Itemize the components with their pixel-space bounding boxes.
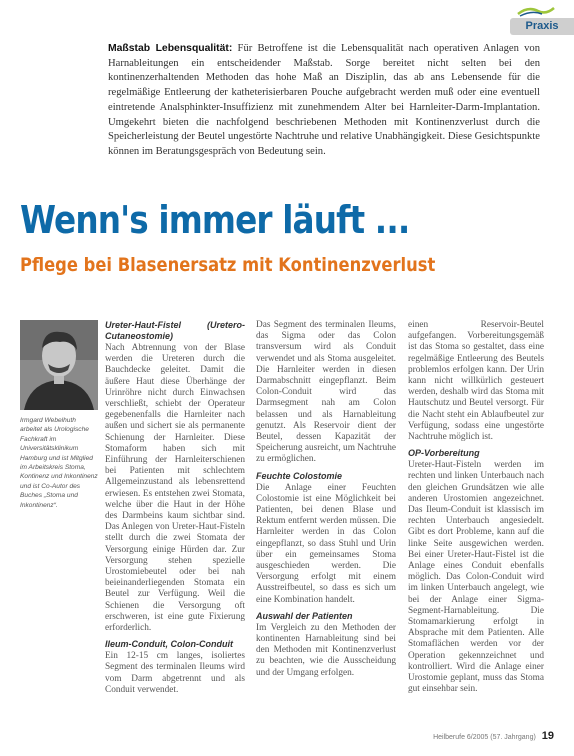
author-photo — [20, 320, 98, 410]
body-paragraph: Ureter-Haut-Fisteln werden im rechten und linken Unterbauch nach den gleichen Grundsätzen wie alle anderen Urostomien angezeichnet. Das Ileum-Conduit ist klassisch im rechten Unterbauch angesiedelt. Gibt es dort Probleme, kann auf die linke Seite ausgewichen werden. Bei einer Ureter-Haut-Fistel ist die Anlage eines Conduit ebenfalls möglich. Das Colon-Conduit wird im linken Unterbauch angelegt, wie bei der Anlage einer Sigma-Segment-Harnableitung. Die Stomamarkierung erfolgt in Absprache mit dem Patienten. Alle Stomaflächen werden vor der Operation gekennzeichnet und kontrolliert. Wird die Anlage einer Urostomie geplant, muss das Stoma gut einsehbar sein. — [408, 460, 544, 695]
intro-lead-label: Maßstab Lebensqualität: — [108, 43, 233, 54]
intro-paragraph — [108, 42, 540, 160]
article-column-1 — [105, 320, 245, 704]
article-column-2 — [256, 320, 396, 704]
section-heading: Auswahl der Patienten — [256, 610, 353, 621]
section-heading: Feuchte Colostomie — [256, 470, 343, 481]
body-paragraph: Die Anlage einer Feuchten Colostomie ist eine Möglichkeit bei Patienten, bei denen Blase und Rektum entfernt werden müssen. Die Harnleiter werden in das Colon eingepflanzt, so dass Stuhl und Urin über ein gemeinsames Stoma ausgeschieden werden. Die Versorgung erfolgt mit einem Ausstreifbeutel, so dass es sich um eine Kombination handelt. — [256, 482, 396, 605]
journal-reference: Heilberufe 6/2005 (57. Jahrgang) — [433, 734, 536, 741]
body-paragraph: Nach Abtrennung von der Blase werden die Ureteren durch die Bauchdecke geleitet. Damit die äußere Haut diese Überhänge der Urinröhre nicht durch Einwachsen verschließt, schiebt der Operateur gegebenenfalls die Harnleiter nach außen und sichert sie als permanente Schienung der Harnleiter. Diese Stomaform haben sich mit Einführung der Harnleiterschienen bei Patienten mit schlechtem Allgemeinzustand als lebensrettend erwiesen. Es entstehen zwei Stomata, welche über die Haut in der Höhe des Darmbeins kaum sichtbar sind. Das Anlegen von Ureter-Haut-Fisteln stellt durch die zwei Stomata der Versorgung einige Hürden dar. Zur Versorgung stehen spezielle Urostomiebeutel oder bei nah beieinanderliegenden Stomata ein Beutel zur Verfügung. Weil die Schienen die Versorgung oft erschweren, ist eine gute Fixierung erforderlich. — [105, 343, 245, 634]
page-footer — [433, 730, 554, 742]
article-headline: Wenn's immer läuft ... — [20, 198, 410, 242]
body-paragraph: Ein 12-15 cm langes, isoliertes Segment des terminalen Ileums wird vom Darm abgetrennt und als Conduit verwendet. — [105, 651, 245, 695]
section-tab — [510, 18, 574, 35]
article-column-3 — [408, 320, 544, 704]
article-subheadline: Pflege bei Blasenersatz mit Kontinenzverlust — [20, 254, 436, 276]
page-number: 19 — [541, 730, 554, 742]
intro-text: Für Betroffene ist die Lebensqualität nach operativen Anlagen von Harnableitungen ein entscheidender Maßstab. Sorge bereitet nicht selten bei den kontinenzerhaltenden Methoden das hohe Maß an Disziplin, das ab ans Lebensende für die regelmäßige Entleerung der katheterisierbaren Pouche aufgebracht werden muß oder eine eventuell eintretende Analsphinkter-Insuffizienz mit zunehmendem Alter bei Harnleiter-Darm-Implantation. Umgekehrt bieten die nachfolgend beschriebenen Methoden mit Kontinenzverlust durch die Speicherleistung der Beutel ungestörte Nachtruhe und relative Unabhängigkeit. Diese Gesichtspunkte können im Beratungsgespräch von Bedeutung sein. — [108, 43, 541, 157]
author-caption: Irmgard Webelhuth arbeitet als Urologische Fachkraft im Universitätsklinikum Hamburg und ist Mitglied im Arbeitskreis Stoma, Kontinenz und Inkontinenz und ist Co-Autor des Buches „Stoma und Inkontinenz“. — [20, 417, 98, 509]
body-paragraph: Im Vergleich zu den Methoden der kontinenten Harnableitung sind bei den Methoden mit Kontinenzverlust zu beachten, wie die Ausscheidung und der Umgang erfolgen. — [256, 622, 396, 678]
section-heading: OP-Vorbereitung — [408, 448, 480, 459]
body-paragraph: einen Reservoir-Beutel aufgefangen. Vorbereitungsgemäß ist das Stoma so gestaltet, dass eine regelmäßige Entleerung des Beutels problemlos erfolgen kann. Der Urin kann nicht willkürlich gesteuert werden, deshalb wird das Stoma mit Hautschutz und Beutel versorgt. Für die Nacht steht ein Ablaufbeutel zur Verfügung, sodass eine ungestörte Nachtruhe möglich ist. — [408, 320, 544, 443]
section-tab-label: Praxis — [525, 20, 559, 32]
section-heading: Ureter-Haut-Fistel (Uretero-Cutaneostomie) — [105, 320, 245, 341]
publisher-logo-icon — [516, 4, 556, 18]
body-paragraph: Das Segment des terminalen Ileums, das Sigma oder das Colon transversum wird als Conduit verwendet und als Stoma ausgeleitet. Die Harnleiter werden in diesen Darmabschnitt eingepflanzt. Beim Colon-Conduit wird das Darmsegment nah am Colon belassen und als Harnableitung genutzt. Als Reservoir dient der Beutel, dessen Kapazität der Speicherung ausreicht, um Nachtruhe zu ermöglichen. — [256, 320, 396, 465]
section-heading: Ileum-Conduit, Colon-Conduit — [105, 639, 233, 650]
